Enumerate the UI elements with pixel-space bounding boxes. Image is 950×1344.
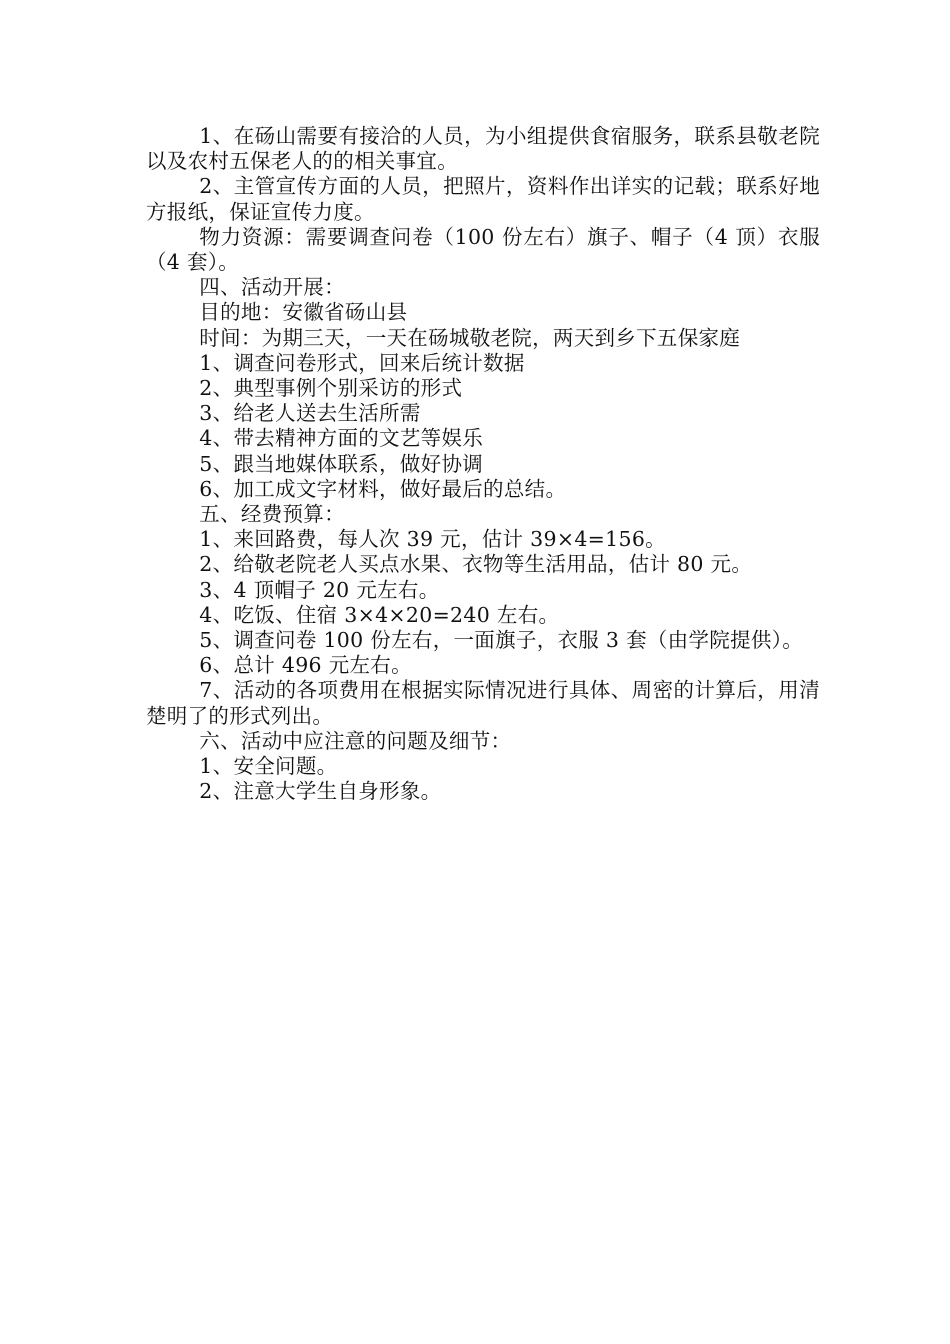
budget-item: 5、调查问卷 100 份左右，一面旗子，衣服 3 套（由学院提供）。 bbox=[199, 628, 804, 653]
budget-item: 6、总计 496 元左右。 bbox=[199, 653, 412, 678]
section-heading-notes: 六、活动中应注意的问题及细节： bbox=[199, 728, 512, 753]
budget-item: 4、吃饭、住宿 3×4×20=240 左右。 bbox=[199, 602, 560, 627]
paragraph-publicity-staff: 2、主管宣传方面的人员，把照片，资料作出详实的记载；联系好地方报纸，保证宣传力度。 bbox=[146, 174, 820, 224]
list-item: 4、带去精神方面的文艺等娱乐 bbox=[199, 426, 484, 451]
list-item: 6、加工成文字材料，做好最后的总结。 bbox=[199, 476, 567, 501]
budget-item: 7、活动的各项费用在根据实际情况进行具体、周密的计算后，用清楚明了的形式列出。 bbox=[146, 678, 820, 728]
paragraph-material-resources: 物力资源：需要调查问卷（100 份左右）旗子、帽子（4 顶）衣服（4 套）。 bbox=[146, 224, 820, 275]
section-heading-budget: 五、经费预算： bbox=[199, 502, 345, 527]
document-body bbox=[146, 124, 820, 804]
section-heading-activity: 四、活动开展： bbox=[199, 275, 345, 300]
list-item: 3、给老人送去生活所需 bbox=[199, 401, 421, 426]
budget-item: 2、给敬老院老人买点水果、衣物等生活用品，估计 80 元。 bbox=[199, 552, 753, 577]
budget-item: 1、来回路费，每人次 39 元，估计 39×4=156。 bbox=[199, 527, 666, 552]
list-item: 1、安全问题。 bbox=[199, 754, 338, 779]
list-item: 1、调查问卷形式，回来后统计数据 bbox=[199, 350, 525, 375]
list-item: 5、跟当地媒体联系，做好协调 bbox=[199, 451, 484, 476]
paragraph-reception-staff: 1、在砀山需要有接洽的人员，为小组提供食宿服务，联系县敬老院以及农村五保老人的的相关事宜。 bbox=[146, 124, 820, 174]
budget-item: 3、4 顶帽子 20 元左右。 bbox=[199, 577, 440, 602]
paragraph-destination: 目的地：安徽省砀山县 bbox=[199, 300, 408, 325]
paragraph-time: 时间：为期三天，一天在砀城敬老院，两天到乡下五保家庭 bbox=[199, 325, 741, 350]
list-item: 2、注意大学生自身形象。 bbox=[199, 779, 442, 804]
list-item: 2、典型事例个别采访的形式 bbox=[199, 376, 463, 401]
